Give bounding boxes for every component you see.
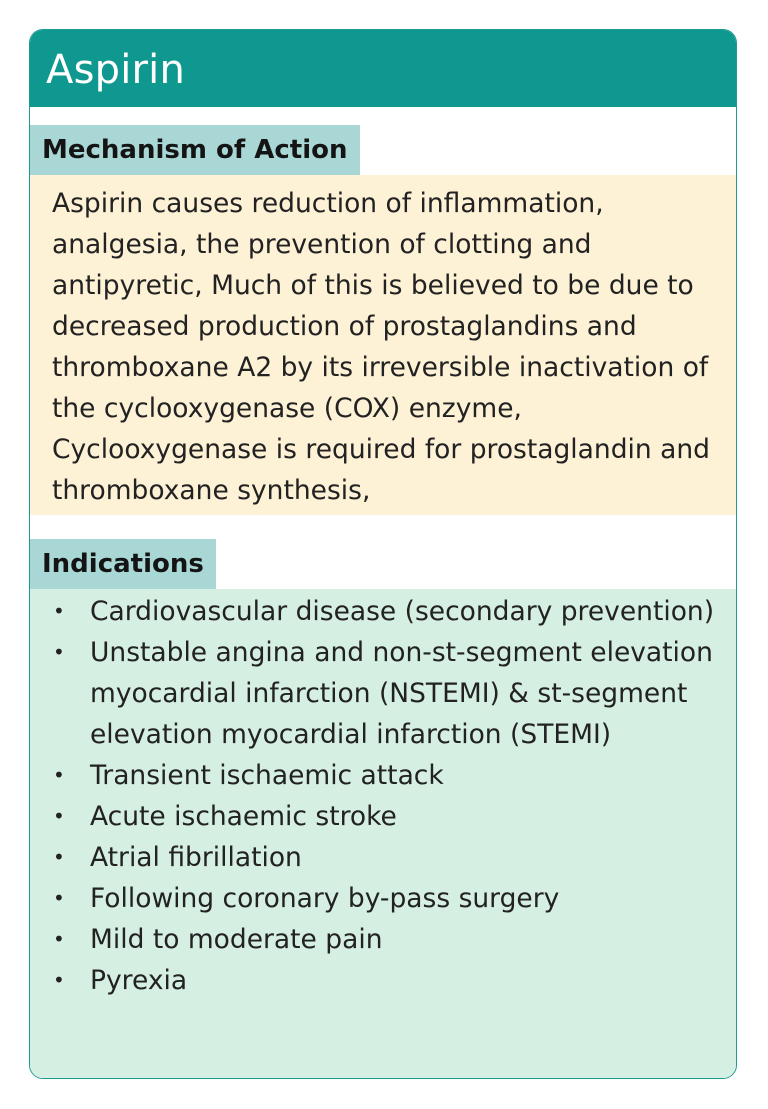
list-item bbox=[30, 919, 716, 960]
list-item-text: Pyrexia bbox=[90, 965, 188, 996]
list-item bbox=[30, 960, 716, 1001]
list-item-text: Acute ischaemic stroke bbox=[90, 801, 397, 832]
list-item-text: Unstable angina and non-st-segment elevation myocardial infarction (NSTEMI) & st-segment elevation myocardial infarction (STEMI) bbox=[90, 637, 713, 750]
card-title: Aspirin bbox=[46, 46, 186, 93]
list-item bbox=[30, 632, 716, 755]
indications-body bbox=[30, 589, 736, 1079]
indications-section bbox=[30, 539, 736, 1079]
list-item-text: Cardiovascular disease (secondary prevention) bbox=[90, 596, 715, 627]
list-item-text: Following coronary by-pass surgery bbox=[90, 883, 560, 914]
bullet-icon: • bbox=[53, 804, 65, 828]
list-item bbox=[30, 878, 716, 919]
bullet-icon: • bbox=[53, 763, 65, 787]
bullet-icon: • bbox=[53, 886, 65, 910]
list-item-text: Mild to moderate pain bbox=[90, 924, 383, 955]
bullet-icon: • bbox=[53, 968, 65, 992]
list-item bbox=[30, 837, 716, 878]
bullet-icon: • bbox=[53, 640, 65, 664]
bullet-icon: • bbox=[53, 927, 65, 951]
drug-card bbox=[29, 29, 737, 1079]
list-item bbox=[30, 591, 716, 632]
mechanism-section bbox=[30, 125, 736, 515]
list-item bbox=[30, 796, 716, 837]
card-header bbox=[30, 30, 736, 107]
indications-heading: Indications bbox=[30, 539, 216, 589]
bullet-icon: • bbox=[53, 599, 65, 623]
list-item-text: Atrial fibrillation bbox=[90, 842, 302, 873]
mechanism-text: Aspirin causes reduction of inflammation, analgesia, the prevention of clotting and antipyretic, Much of this is believed to be due to decreased production of prostaglandins and thromboxane A2 by its irreversible inactivation of the cyclooxygenase (COX) enzyme, Cyclooxygenase is required for prostaglandin and thromboxane synthesis, bbox=[30, 175, 736, 515]
mechanism-heading: Mechanism of Action bbox=[30, 125, 360, 175]
indications-list bbox=[30, 591, 716, 1001]
bullet-icon: • bbox=[53, 845, 65, 869]
list-item-text: Transient ischaemic attack bbox=[90, 760, 444, 791]
list-item bbox=[30, 755, 716, 796]
